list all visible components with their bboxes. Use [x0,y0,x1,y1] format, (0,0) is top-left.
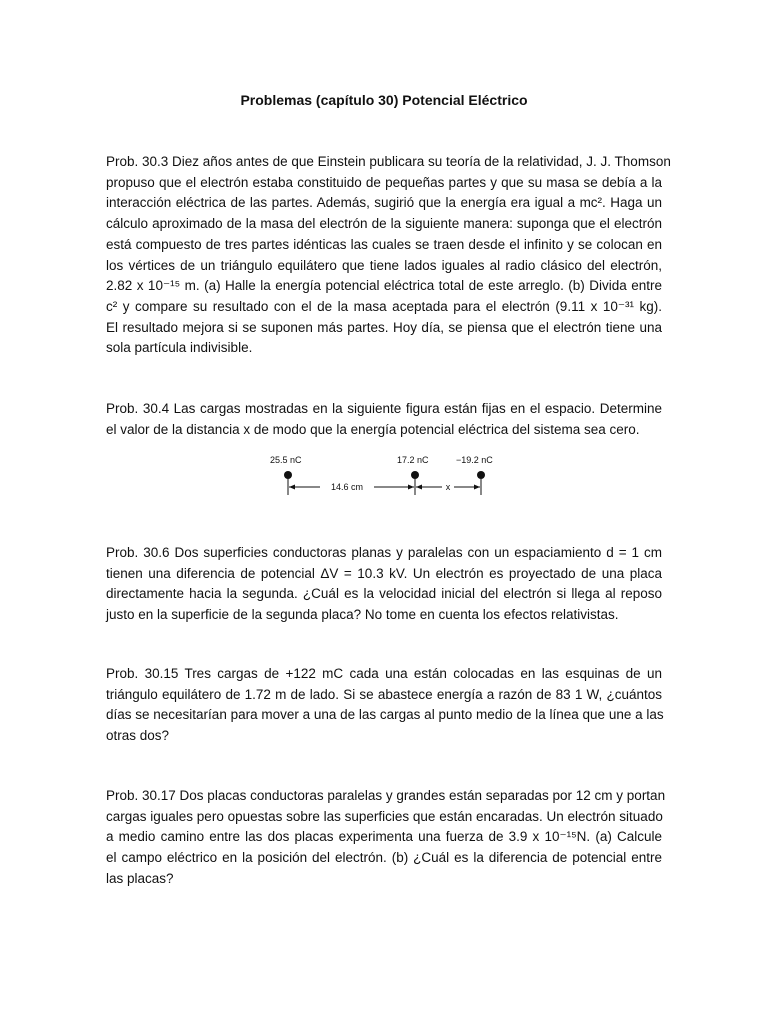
text-line: a medio camino entre las dos placas experimenta una fuerza de 3.9 x 10⁻¹⁵N. (a) Calcule [106,829,662,845]
text-line: justo en la superficie de la segunda placa? No tome en cuenta los efectos relativistas. [106,607,619,623]
text-line: directamente hacia la segunda. ¿Cuál es la velocidad inicial del electrón si llega al reposo [106,586,662,602]
distance-label: x [445,482,451,492]
charge-dot [411,471,419,479]
text-line: el campo eléctrico en la posición del electrón. (b) ¿Cuál es la diferencia de potencial entre [106,850,662,866]
text-line: 2.82 x 10⁻¹⁵ m. (a) Halle la energía potencial eléctrica total de este arreglo. (b) Divida entre [106,278,662,294]
arrow-head [289,485,295,490]
problem-30-3 [106,152,671,359]
text-line: triángulo equilátero de 1.72 m de lado. Si se abastece energía a razón de 83 1 W, ¿cuántos [106,686,662,702]
arrow-head [416,485,422,490]
text-line: está compuesto de tres partes idénticas las cuales se traen desde el infinito y se colocan en [106,236,662,252]
arrow-head [408,485,414,490]
text-line: cargas iguales pero opuestas sobre las superficies que están encaradas. Un electrón situado [106,808,663,824]
text-line: tienen una diferencia de potencial ΔV = 10.3 kV. Un electrón es proyectado de una placa [106,565,662,581]
text-line: Prob. 30.17 Dos placas conductoras paralelas y grandes están separadas por 12 cm y portan [106,788,666,803]
text-line: c² y compare su resultado con el de la masa aceptada para el electrón (9.11 x 10⁻³¹ kg). [106,298,662,314]
text-line: El resultado mejora si se suponen más partes. Hoy día, se piensa que el electrón tiene una [106,319,662,335]
charges-figure [262,450,512,505]
text-line: cálculo aproximado de la masa del electrón de la siguiente manera: suponga que el electrón [106,216,662,232]
text-line: Prob. 30.6 Dos superficies conductoras planas y paralelas con un espaciamiento d = 1 cm [106,545,662,560]
text-line: Prob. 30.4 Las cargas mostradas en la siguiente figura están fijas en el espacio. Determine [106,401,662,416]
problem-30-17 [106,786,666,890]
problem-30-6 [106,543,662,626]
charge-dot [284,471,292,479]
text-line: el valor de la distancia x de modo que la energía potencial eléctrica del sistema sea cero. [106,421,640,437]
text-line: Prob. 30.3 Diez años antes de que Einstein publicara su teoría de la relatividad, J. J. Thomson [106,154,671,169]
arrow-head [474,485,480,490]
text-line: días se necesitarían para mover a una de las cargas al punto medio de la línea que une a las [106,707,664,723]
text-line: propuso que el electrón estaba constituido de pequeñas partes y que su masa se debía a la [106,174,662,190]
text-line: los vértices de un triángulo equilátero que tiene lados iguales al radio clásico del electrón, [106,257,662,273]
page-title: Problemas (capítulo 30) Potencial Eléctrico [240,92,528,108]
problem-30-15 [106,664,662,747]
text-line: las placas? [106,870,174,886]
charge-label: 17.2 nC [397,455,429,465]
text-line: sola partícula indivisible. [106,340,253,356]
charge-label: 25.5 nC [270,455,302,465]
problem-30-4 [106,399,662,440]
text-line: Prob. 30.15 Tres cargas de +122 mC cada una están colocadas en las esquinas de un [106,666,662,681]
charge-label: −19.2 nC [456,455,493,465]
distance-label: 14.6 cm [330,482,364,492]
text-line: interacción eléctrica de las partes. Además, sugirió que la energía era igual a mc². Haga un [106,195,662,211]
text-line: otras dos? [106,728,170,744]
charge-dot [477,471,485,479]
